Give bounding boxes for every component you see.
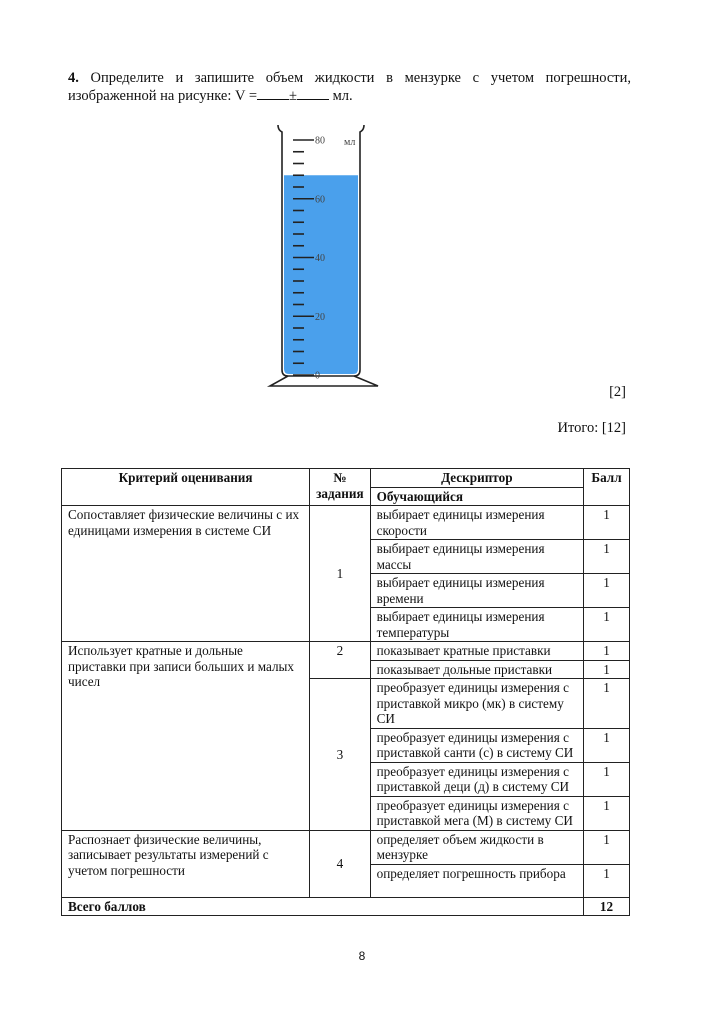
points-cell: 1 bbox=[584, 506, 630, 540]
table-row bbox=[62, 642, 630, 661]
header-descriptor: Дескриптор bbox=[370, 469, 583, 488]
descriptor-cell: выбирает единицы измерения температуры bbox=[370, 608, 583, 642]
descriptor-cell: показывает кратные приставки bbox=[370, 642, 583, 661]
descriptor-cell: преобразует единицы измерения с приставкой микро (мк) в систему СИ bbox=[370, 679, 583, 729]
points-cell: 1 bbox=[584, 574, 630, 608]
plus-minus-sign: ± bbox=[289, 88, 297, 104]
points-cell: 1 bbox=[584, 679, 630, 729]
descriptor-cell: определяет объем жидкости в мензурке bbox=[370, 830, 583, 864]
total-label: Всего баллов bbox=[62, 897, 584, 916]
cylinder-base bbox=[270, 376, 378, 386]
total-row bbox=[62, 897, 630, 916]
descriptor-cell: выбирает единицы измерения времени bbox=[370, 574, 583, 608]
header-task-number: № задания bbox=[310, 469, 371, 506]
scale-label: 80 bbox=[315, 135, 325, 147]
points-cell: 1 bbox=[584, 660, 630, 679]
header-points: Балл bbox=[584, 469, 630, 506]
total-score: Итого: [12] bbox=[557, 420, 626, 436]
scale-label: 0 bbox=[315, 370, 320, 382]
header-criterion: Критерий оценивания bbox=[62, 469, 310, 506]
points-cell: 1 bbox=[584, 642, 630, 661]
descriptor-cell: выбирает единицы измерения массы bbox=[370, 540, 583, 574]
scale-label: 40 bbox=[315, 253, 325, 264]
table-row bbox=[62, 506, 630, 540]
points-cell: 1 bbox=[584, 540, 630, 574]
answer-blank-value[interactable] bbox=[257, 87, 289, 100]
question-unit: мл. bbox=[332, 88, 353, 104]
scale-label: 60 bbox=[315, 194, 325, 206]
criterion-cell: Распознает физические величины, записывает результаты измерений с учетом погрешности bbox=[62, 830, 310, 897]
task-number-cell: 1 bbox=[310, 506, 371, 642]
descriptor-cell: определяет погрешность прибора bbox=[370, 864, 583, 897]
descriptor-cell: преобразует единицы измерения с приставкой мега (М) в систему СИ bbox=[370, 796, 583, 830]
descriptor-cell: показывает дольные приставки bbox=[370, 660, 583, 679]
graduated-cylinder-figure bbox=[262, 120, 386, 392]
task-score: [2] bbox=[609, 384, 626, 400]
question-text: Определите и запишите объем жидкости в мензурке с учетом погрешности, изображенной на рисунке: V = bbox=[68, 70, 632, 104]
header-learner: Обучающийся bbox=[370, 487, 583, 506]
criterion-cell: Сопоставляет физические величины с их единицами измерения в системе СИ bbox=[62, 506, 310, 642]
points-cell: 1 bbox=[584, 762, 630, 796]
points-cell: 1 bbox=[584, 608, 630, 642]
points-cell: 1 bbox=[584, 728, 630, 762]
criterion-cell: Использует кратные и дольные приставки при записи больших и малых чисел bbox=[62, 642, 310, 831]
task-number-cell: 4 bbox=[310, 830, 371, 897]
descriptor-cell: преобразует единицы измерения с приставкой санти (с) в систему СИ bbox=[370, 728, 583, 762]
points-cell: 1 bbox=[584, 796, 630, 830]
points-cell: 1 bbox=[584, 830, 630, 864]
descriptor-cell: преобразует единицы измерения с приставкой деци (д) в систему СИ bbox=[370, 762, 583, 796]
question-number: 4. bbox=[68, 70, 79, 86]
task-number-cell: 3 bbox=[310, 679, 371, 831]
question-4 bbox=[68, 69, 631, 105]
unit-label: мл bbox=[344, 137, 356, 148]
answer-blank-error[interactable] bbox=[297, 87, 329, 100]
page-number: 8 bbox=[358, 949, 366, 963]
assessment-table bbox=[61, 468, 630, 916]
table-row bbox=[62, 830, 630, 864]
scale-label: 20 bbox=[315, 311, 325, 323]
task-number-cell: 2 bbox=[310, 642, 371, 679]
total-value: 12 bbox=[584, 897, 630, 916]
points-cell: 1 bbox=[584, 864, 630, 897]
descriptor-cell: выбирает единицы измерения скорости bbox=[370, 506, 583, 540]
